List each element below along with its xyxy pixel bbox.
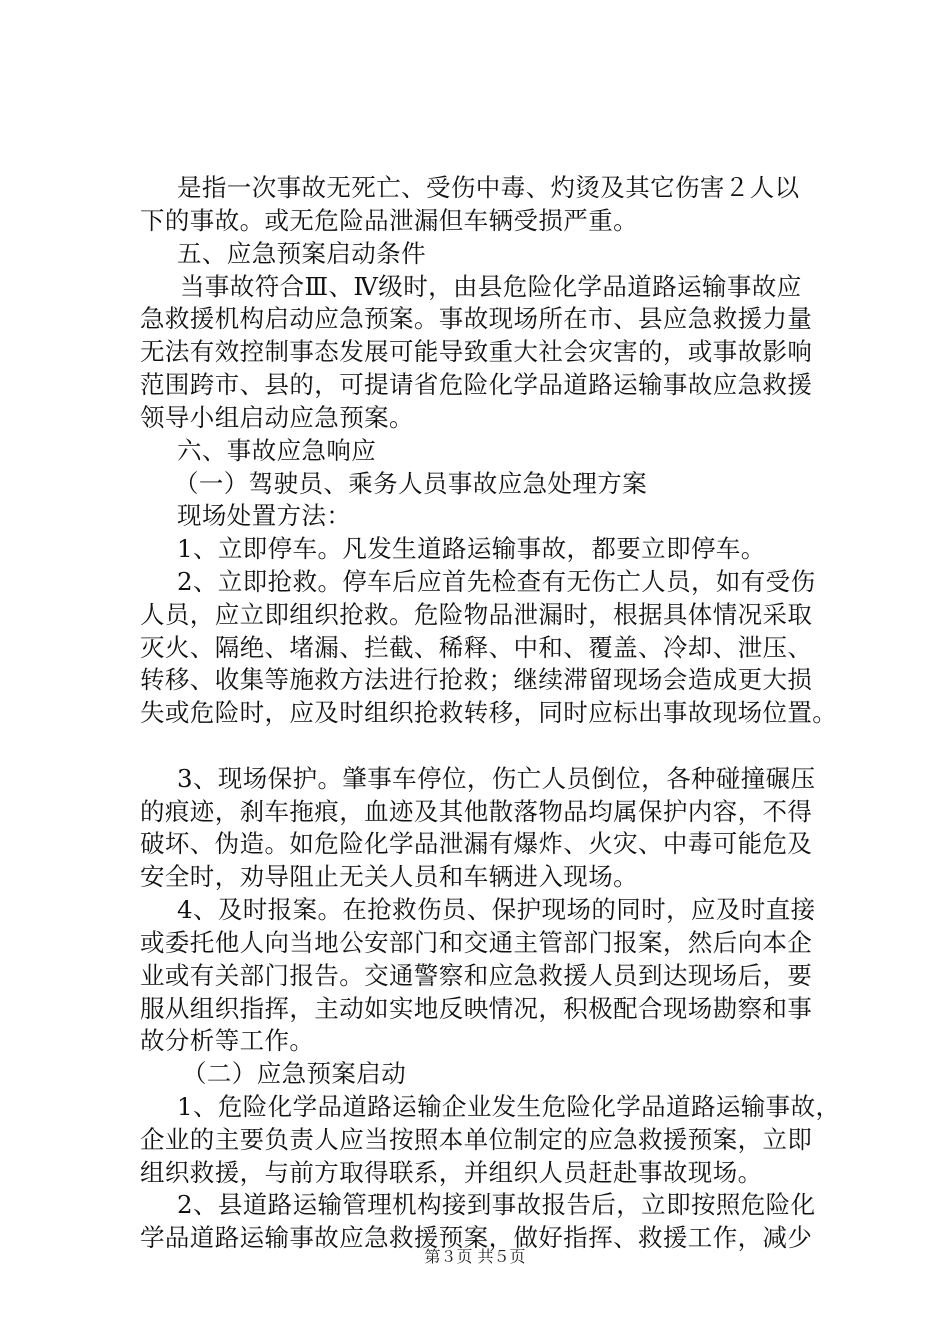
- text-line: 失或危险时，应及时组织抢救转移，同时应标出事故现场位置。: [140, 698, 838, 727]
- text-line: 服从组织指挥，主动如实地反映情况，积极配合现场勘察和事: [140, 994, 813, 1023]
- text-line: 灭火、隔绝、堵漏、拦截、稀释、中和、覆盖、冷却、泄压、: [140, 633, 813, 662]
- text-line: 3、现场保护。肇事车停位，伤亡人员倒位，各种碰撞碾压: [177, 764, 816, 793]
- text-line: 1、危险化学品道路运输企业发生危险化学品道路运输事故，: [177, 1092, 841, 1121]
- text-line: 范围跨市、县的，可提请省危险化学品道路运输事故应急救援: [140, 370, 813, 399]
- section-heading: 六、事故应急响应: [177, 436, 377, 465]
- text-line: 的痕迹，刹车拖痕，血迹及其他散落物品均属保护内容，不得: [140, 797, 813, 826]
- text-line: 转移、收集等施救方法进行抢救；继续滞留现场会造成更大损: [140, 665, 813, 694]
- text-line: 4、及时报案。在抢救伤员、保护现场的同时，应及时直接: [177, 895, 816, 924]
- text-line: 1、立即停车。凡发生道路运输事故，都要立即停车。: [177, 534, 766, 563]
- subsection-heading: （一）驾驶员、乘务人员事故应急处理方案: [174, 469, 648, 498]
- text-line: 是指一次事故无死亡、受伤中毒、灼烫及其它伤害２人以: [177, 173, 800, 202]
- text-line: 或委托他人向当地公安部门和交通主管部门报案，然后向本企: [140, 928, 813, 957]
- text-line: 下的事故。或无危险品泄漏但车辆受损严重。: [140, 206, 638, 235]
- text-line: 无法有效控制事态发展可能导致重大社会灾害的，或事故影响: [140, 337, 813, 366]
- text-line: 业或有关部门报告。交通警察和应急救援人员到达现场后，要: [140, 961, 813, 990]
- text-line: 2、立即抢救。停车后应首先检查有无伤亡人员，如有受伤: [177, 567, 816, 596]
- text-line: 2、县道路运输管理机构接到事故报告后，立即按照危险化: [177, 1190, 816, 1219]
- text-line: 人员，应立即组织抢救。危险物品泄漏时，根据具体情况采取: [140, 600, 813, 629]
- text-line: 故分析等工作。: [140, 1026, 315, 1055]
- text-line: 企业的主要负责人应当按照本单位制定的应急救援预案，立即: [140, 1125, 813, 1154]
- section-heading: 五、应急预案启动条件: [177, 239, 426, 268]
- text-line: 破坏、伪造。如危险化学品泄漏有爆炸、火灾、中毒可能危及: [140, 829, 813, 858]
- text-line: 组织救援，与前方取得联系，并组织人员赶赴事故现场。: [140, 1158, 763, 1187]
- text-line: 安全时，劝导阻止无关人员和车辆进入现场。: [140, 862, 638, 891]
- text-line: 学品道路运输事故应急救援预案，做好指挥、救援工作，减少: [140, 1223, 813, 1252]
- text-line: 当事故符合Ⅲ、Ⅳ级时，由县危险化学品道路运输事故应: [180, 272, 802, 301]
- text-line: 急救援机构启动应急预案。事故现场所在市、县应急救援力量: [140, 304, 813, 333]
- subsection-heading: （二）应急预案启动: [182, 1059, 407, 1088]
- page-number-footer: 第３页 共５页: [424, 1247, 526, 1266]
- text-line: 领导小组启动应急预案。: [140, 403, 414, 432]
- text-line: 现场处置方法：: [177, 501, 352, 530]
